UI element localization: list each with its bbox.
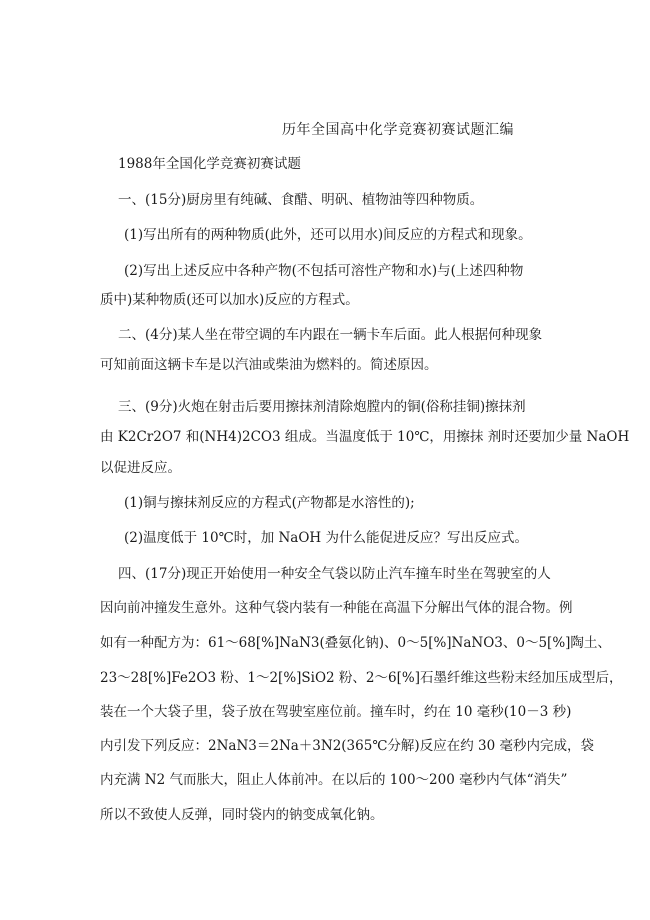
question-4-line-2: 因向前冲撞发生意外。这种气袋内装有一种能在高温下分解出气体的混合物。例 <box>100 600 573 616</box>
question-4-line-3: 如有一种配方为：61～68[%]NaN3(叠氨化钠)、0～5[%]NaNO3、0～5[%]陶土、 <box>100 635 611 651</box>
question-1-part-1: (1)写出所有的两种物质(此外，还可以用水)间反应的方程式和现象。 <box>124 227 532 243</box>
question-3-part-2: (2)温度低于 10℃时，加 NaOH 为什么能促进反应？写出反应式。 <box>124 530 528 546</box>
question-3-line-2: 由 K2Cr2O7 和(NH4)2CO3 组成。当温度低于 10℃，用擦抹 剂时还要加少量 NaOH <box>100 429 630 445</box>
question-4-line-8: 所以不致使人反弹，同时袋内的钠变成氧化钠。 <box>100 807 384 823</box>
exam-year-heading: 1988年全国化学竞赛初赛试题 <box>118 156 301 172</box>
question-3-line-3: 以促进反应。 <box>100 460 181 476</box>
question-4-line-5: 装在一个大袋子里，袋子放在驾驶室座位前。撞车时，约在 10 毫秒(10－3 秒) <box>100 704 572 720</box>
question-2-line-2: 可知前面这辆卡车是以汽油或柴油为燃料的。简述原因。 <box>100 357 438 373</box>
question-2-line-1: 二、(4分)某人坐在带空调的车内跟在一辆卡车后面。此人根据何种现象 <box>118 327 543 343</box>
question-3-line-1: 三、(9分)火炮在射击后要用擦抹剂清除炮膛内的铜(俗称挂铜)擦抹剂 <box>118 399 526 415</box>
document-title: 历年全国高中化学竞赛初赛试题汇编 <box>282 122 514 138</box>
question-4-line-1: 四、(17分)现正开始使用一种安全气袋以防止汽车撞车时坐在驾驶室的人 <box>118 566 551 582</box>
question-3-part-1: (1)铜与擦抹剂反应的方程式(产物都是水溶性的); <box>124 495 415 511</box>
question-4-line-4: 23～28[%]Fe2O3 粉、1～2[%]SiO2 粉、2～6[%]石墨纤维这些粉末经加压成型后， <box>100 670 623 686</box>
question-4-line-7: 内充满 N2 气而胀大，阻止人体前冲。在以后的 100～200 毫秒内气体“消失” <box>100 772 568 788</box>
question-1-part-2-line-1: (2)写出上述反应中各种产物(不包括可溶性产物和水)与(上述四种物 <box>124 263 524 279</box>
question-1-stem: 一、(15分)厨房里有纯碱、食醋、明矾、植物油等四种物质。 <box>118 192 484 208</box>
question-4-line-6: 内引发下列反应：2NaN3＝2Na＋3N2(365℃分解)反应在约 30 毫秒内完成，袋 <box>100 738 594 754</box>
question-1-part-2-line-2: 质中)某种物质(还可以加水)反应的方程式。 <box>100 292 359 308</box>
